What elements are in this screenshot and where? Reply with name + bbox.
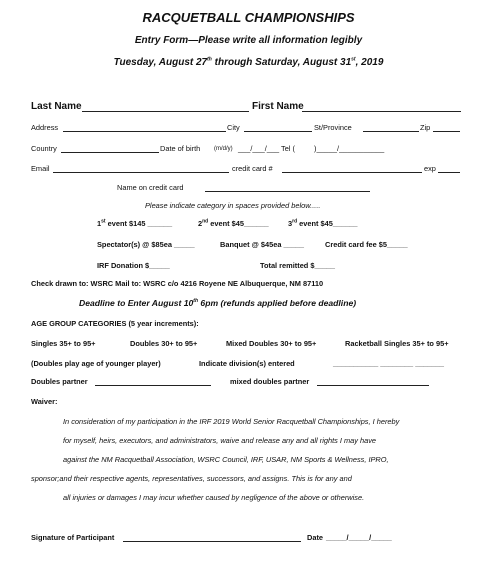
- waiver-line: sponsor;and their respective agents, representatives, successors, and assigns. This is for any and: [31, 474, 352, 483]
- first-name-label: First Name: [252, 101, 304, 112]
- form-subtitle: Entry Form—Please write all information legibly: [134, 35, 363, 46]
- tel-field[interactable]: )_____/___________: [314, 144, 385, 153]
- exp-label: exp: [424, 164, 436, 173]
- doubles-category: Doubles 30+ to 95+: [130, 339, 198, 348]
- date-label: Date: [307, 533, 324, 542]
- city-field[interactable]: [244, 131, 312, 132]
- name-on-card-field[interactable]: [205, 191, 370, 192]
- deadline-text: Deadline to Enter August 10: [79, 298, 194, 308]
- mixed-partner-field[interactable]: [317, 385, 429, 386]
- name-on-card-label: Name on credit card: [117, 183, 184, 192]
- event-2-num: 2: [198, 219, 203, 228]
- address-label: Address: [31, 123, 59, 132]
- event-1-num: 1: [97, 219, 102, 228]
- banquet-fee[interactable]: Banquet @ $45ea _____: [220, 240, 305, 249]
- doubles-partner-label: Doubles partner: [31, 377, 88, 386]
- waiver-line: In consideration of my participation in the IRF 2019 World Senior Racquetball Championships, I hereby: [63, 417, 400, 426]
- event-1-fee[interactable]: [97, 220, 172, 227]
- waiver-line: against the NM Racquetball Association, WSRC Council, IRF, USAR, NM Sports & Wellness, IPRO,: [63, 455, 389, 464]
- dates-sup: th: [207, 56, 212, 63]
- singles-category: Singles 35+ to 95+: [31, 339, 96, 348]
- racketball-singles-category: Racketball Singles 35+ to 95+: [345, 339, 449, 348]
- last-name-label: Last Name: [31, 101, 82, 112]
- date-field[interactable]: _____/_____/_____: [326, 533, 392, 542]
- st-province-field[interactable]: [363, 131, 419, 132]
- zip-label: Zip: [420, 123, 431, 132]
- form-title: RACQUETBALL CHAMPIONSHIPS: [142, 10, 355, 25]
- dates-sup: st: [351, 56, 356, 63]
- doubles-partner-field[interactable]: [95, 385, 211, 386]
- check-drawn-info: Check drawn to: WSRC Mail to: WSRC c/o 4216 Royene NE Albuquerque, NM 87110: [31, 279, 324, 288]
- country-field[interactable]: [61, 152, 159, 153]
- signature-label: Signature of Participant: [31, 533, 115, 542]
- tel-label: Tel (: [281, 144, 295, 153]
- irf-donation[interactable]: IRF Donation $_____: [97, 261, 170, 270]
- indicate-divisions-field[interactable]: ___________ ________ _______: [333, 359, 444, 368]
- email-label: Email: [31, 164, 50, 173]
- spectators-fee[interactable]: Spectator(s) @ $85ea _____: [97, 240, 195, 249]
- event-3-text: event $45______: [297, 219, 358, 228]
- event-3-fee[interactable]: [288, 220, 358, 227]
- mixed-partner-label: mixed doubles partner: [230, 377, 310, 386]
- dob-label: Date of birth: [160, 144, 201, 153]
- dates-text: , 2019: [355, 57, 384, 68]
- dob-field[interactable]: ___/___/___: [238, 144, 280, 153]
- event-2-text: event $45______: [208, 219, 269, 228]
- first-name-field[interactable]: [302, 111, 461, 112]
- indicate-divisions-label: Indicate division(s) entered: [199, 359, 295, 368]
- event-1-text: event $145 ______: [105, 219, 173, 228]
- waiver-label: Waiver:: [31, 397, 58, 406]
- waiver-line: for myself, heirs, executors, and administrators, waive and release any and all rights I may have: [63, 436, 377, 445]
- country-label: Country: [31, 144, 57, 153]
- deadline-text: 6pm (refunds applied before deadline): [198, 298, 357, 308]
- signature-field[interactable]: [123, 541, 301, 542]
- st-province-label: St/Province: [314, 123, 352, 132]
- credit-card-field[interactable]: [282, 172, 422, 173]
- dates-text: through Saturday, August 31: [211, 57, 352, 68]
- waiver-line: all injuries or damages I may incur whether caused by negligence of the above or otherwise.: [63, 493, 365, 502]
- last-name-field[interactable]: [82, 111, 249, 112]
- deadline-notice: [79, 299, 356, 308]
- zip-field[interactable]: [433, 131, 460, 132]
- event-1-sup: st: [101, 218, 106, 225]
- event-3-sup: rd: [292, 218, 298, 225]
- age-group-heading: AGE GROUP CATEGORIES (5 year increments):: [31, 319, 199, 328]
- dates-text: Tuesday, August 27: [113, 57, 208, 68]
- credit-card-fee[interactable]: Credit card fee $5_____: [325, 240, 408, 249]
- category-instruction: Please indicate category in spaces provided below.....: [145, 201, 321, 210]
- event-dates: [0, 58, 497, 68]
- event-3-num: 3: [288, 219, 293, 228]
- doubles-age-note: (Doubles play age of younger player): [31, 359, 161, 368]
- event-2-fee[interactable]: [198, 220, 269, 227]
- exp-field[interactable]: [438, 172, 460, 173]
- city-label: City: [227, 123, 240, 132]
- credit-card-label: credit card #: [232, 164, 273, 173]
- deadline-sup: th: [193, 298, 199, 305]
- address-field[interactable]: [63, 131, 226, 132]
- dob-format: (m/d/y): [214, 146, 233, 152]
- total-remitted[interactable]: Total remitted $_____: [260, 261, 336, 270]
- email-field[interactable]: [53, 172, 229, 173]
- event-2-sup: nd: [202, 218, 209, 225]
- mixed-doubles-category: Mixed Doubles 30+ to 95+: [226, 339, 317, 348]
